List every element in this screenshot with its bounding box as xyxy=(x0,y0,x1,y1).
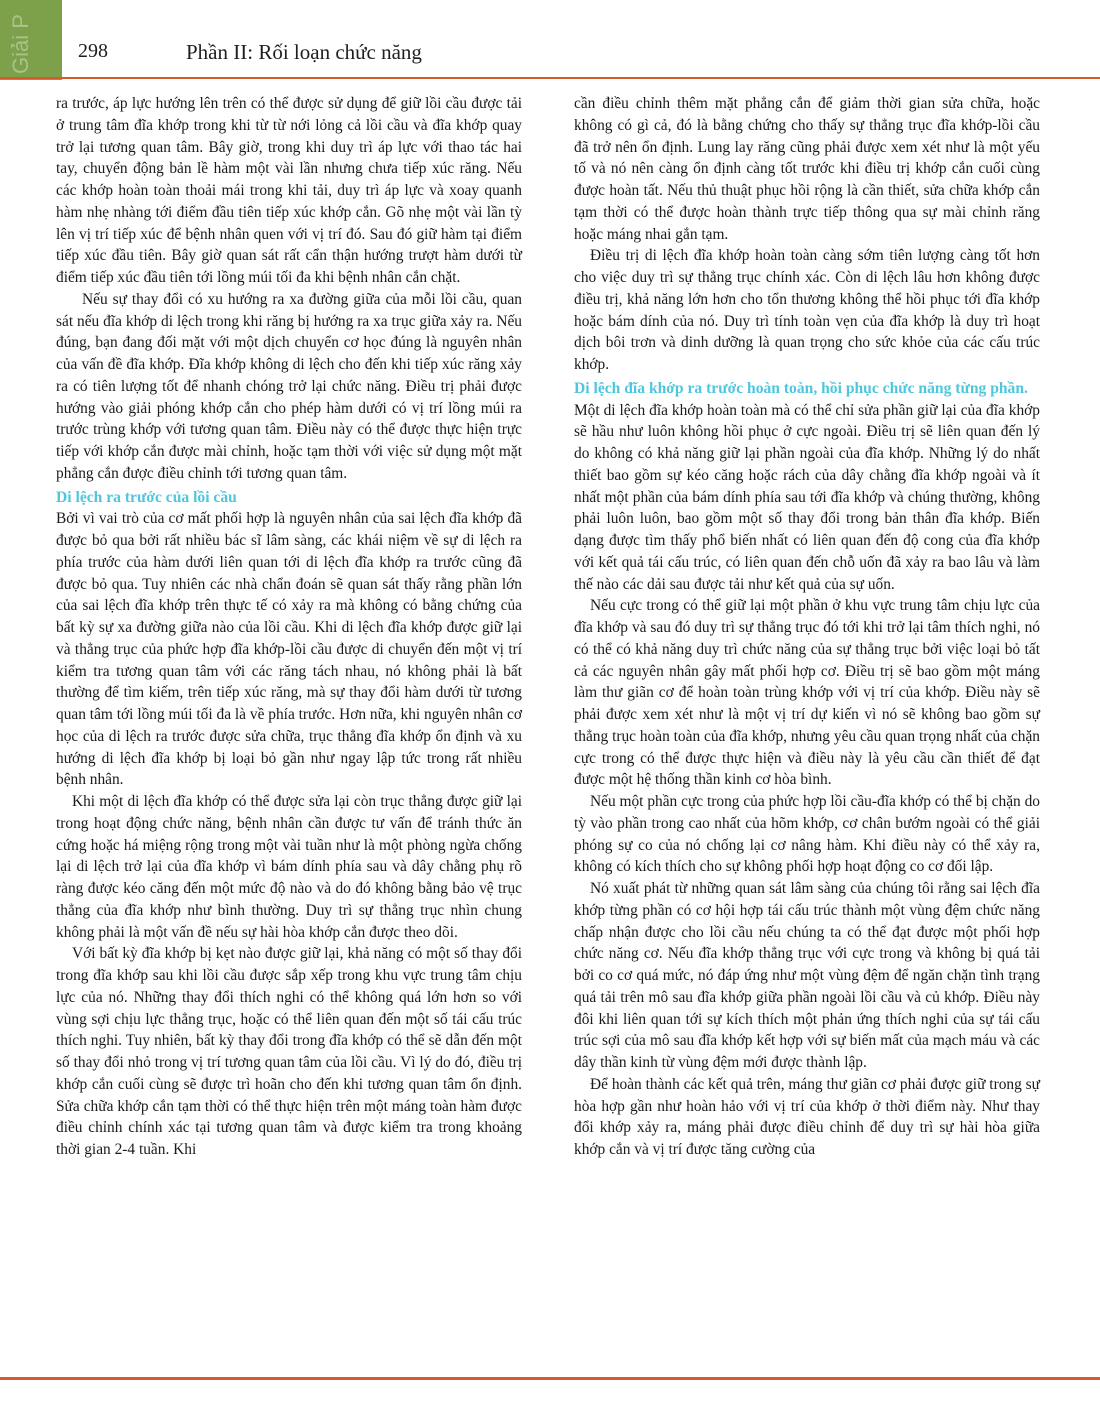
paragraph: Nếu sự thay đổi có xu hướng ra xa đường giữa của mỗi lồi cầu, quan sát nếu đĩa khớp di lệch trong khi răng bị hướng ra xa trục giữa xảy ra. Nếu đúng, bạn đang đối mặt với một dịch chuyển cơ học đúng là nguyên nhân của vấn đề đĩa khớp. Đĩa khớp không di lệch cho đến khi tiếp xúc răng xảy ra có tiên lượng tốt để nhanh chóng trở lại chức năng. Điều trị phải được hướng vào giải phóng khớp cắn cho phép hàm dưới có vị trí lồng múi ra trước trùng khớp với tương quan tâm. Điều này có thể được thực hiện trực tiếp với khớp cắn được mài chỉnh, hoặc tạm thời với việc sử dụng một mặt phẳng cắn được điều chỉnh tới tương quan tâm. xyxy=(56,290,522,482)
paragraph: Bởi vì vai trò của cơ mất phối hợp là nguyên nhân của sai lệch đĩa khớp đã được bỏ qua bởi rất nhiều bác sĩ lâm sàng, các khái niệm về sự di lệch ra phía trước của hàm dưới liên quan tới di lệch đĩa khớp ra trước cũng đã được bỏ qua. Tuy nhiên các nhà chẩn đoán sẽ quan sát thấy rằng phần lớn của sai lệch đĩa khớp trên thực tế có xảy ra mà không có bằng chứng của bất kỳ sự xa đường giữa nào của lồi cầu. Khi di lệch đĩa khớp được giữ lại và thẳng trục của phức hợp đĩa khớp-lồi cầu được di chuyển đến một vị trí kiểm tra tương quan tâm với các răng tách nhau, nó không phải là bất thường để tìm kiếm, trên tiếp xúc răng, mà sự thay đổi hàm dưới từ tương quan tâm tới lồng múi tối đa là về phía trước. Hơn nữa, khi nguyên nhân cơ học của di lệch ra trước được sửa chữa, trục thẳng đĩa khớp ổn định và xu hướng di lệch đĩa khớp bị loại bỏ gần như ngay lập tức trong rất nhiều bệnh nhân. xyxy=(56,510,522,789)
page-number: 298 xyxy=(78,40,108,62)
paragraph: ra trước, áp lực hướng lên trên có thể được sử dụng để giữ lồi cầu được tải ở trung tâm đĩa khớp trong khi từ từ nới lỏng cả lồi cầu và đĩa khớp quay trở lại tương quan tâm. Bây giờ, trong khi duy trì áp lực với thao tác hai tay, chuyển động bản lề hàm một vài lần nhưng chưa tiếp xúc răng. Nếu các khớp hoàn toàn thoải mái trong khi tải, duy trì áp lực và xoay quanh hàm nhẹ nhàng tới điểm đầu tiên tiếp xúc khớp cắn. Gõ nhẹ một vài lần tỳ lên vị trí tiếp xúc để bệnh nhân quen với vị trí đó. Sau đó giữ hàm tại điểm tiếp xúc đầu tiên. Bây giờ quan sát rất cẩn thận hướng trượt hàm dưới từ điểm tiếp xúc đầu tiên tới lồng múi tối đa khi bệnh nhân cắn chặt. xyxy=(56,95,522,286)
paragraph: Nếu cực trong có thể giữ lại một phần ở khu vực trung tâm chịu lực của đĩa khớp và sau đó duy trì sự thẳng trục đó tới khi trở lại tâm thích nghi, nó có thể có khả năng duy trì chức năng của sự thẳng trục bởi việc loại bỏ tất cả các nguyên nhân gây mất phối hợp cơ. Điều trị sẽ bao gồm một máng làm thư giãn cơ để hoàn toàn trùng khớp với vị trí của khớp. Điều này sẽ phải được xem xét như là một vị trí dự kiến vì nó sẽ không bao gồm sự thẳng trục hoàn toàn của đĩa khớp, nhưng yêu cầu quan trọng nhất của chặn cực trong có thể được thực hiện và điều này là yêu cầu cần thiết để đạt được một hệ thống thần kinh cơ hòa bình. xyxy=(574,597,1040,789)
paragraph: cần điều chỉnh thêm mặt phẳng cắn để giảm thời gian sửa chữa, hoặc không có gì cả, đó là bằng chứng cho thấy sự thẳng trục đĩa khớp-lồi cầu đã trở nên ổn định. Lung lay răng cũng phải được xem xét như là một yếu tố và nó nên càng ổn định càng tốt trước khi điều trị khớp cắn cuối cùng được hoàn tất. Nếu thủ thuật phục hồi rộng là cần thiết, sửa chữa khớp cắn tạm thời có thể được hoàn thành trực tiếp thông qua sự mài chỉnh răng hoặc máng nhai gắn tạm. xyxy=(574,95,1040,243)
paragraph: Một di lệch đĩa khớp hoàn toàn mà có thể chỉ sửa phần giữ lại của đĩa khớp sẽ hầu như luôn không hồi phục ở cực ngoài. Điều trị sẽ liên quan đến lý do không có khả năng giữ lại phần ngoài của đĩa khớp. Những lý do nhất thiết bao gồm sự kéo căng hoặc rách của dây chằng đĩa khớp ngoài và ít nhất một phần của bám dính phía sau tới đĩa khớp và chúng thường, không phải luôn luôn, bao gồm một số thay đổi trong bản thân đĩa khớp. Biến dạng được tìm thấy phổ biến nhất có liên quan đến độ cong của đĩa khớp với kết quả tái cấu trúc, có liên quan đến chỗ uốn đã xảy ra bao lâu và làm thế nào các dải sau được tải như kết quả của sự uốn. xyxy=(574,401,1040,593)
paragraph: Nếu một phần cực trong của phức hợp lồi cầu-đĩa khớp có thể bị chặn do tỳ vào phần trong cao nhất của hõm khớp, cơ chân bướm ngoài có thể giải phóng sự co của nó chống lại cơ nâng hàm. Khi điều này có thể xảy ra, không có kích thích cho sự không phối hợp hoạt động co cơ đối lập. xyxy=(574,793,1040,876)
left-column xyxy=(56,93,522,1161)
paragraph: Điều trị di lệch đĩa khớp hoàn toàn càng sớm tiên lượng càng tốt hơn cho việc duy trì sự thẳng trục chính xác. Còn di lệch lâu hơn không được điều trị, khả năng lớn hơn cho tổn thương không thể hồi phục tới đĩa khớp hoặc bám dính của nó. Duy trì tính toàn vẹn của đĩa khớp là duy trì hoạt dịch bôi trơn và dinh dưỡng là quan trọng cho sức khỏe của các cấu trúc khớp. xyxy=(574,247,1040,373)
side-tab-label: Giải P xyxy=(8,14,33,74)
footer-divider xyxy=(0,1377,1100,1380)
paragraph: Để hoàn thành các kết quả trên, máng thư giãn cơ phải được giữ trong sự hòa hợp gần như hoàn hảo với vị trí của khớp ở thời điểm này. Như thay đổi khớp xảy ra, máng phải được điều chỉnh để duy trì sự hài hòa giữa khớp cắn và vị trí được tăng cường của xyxy=(574,1075,1040,1158)
running-header-title: Phần II: Rối loạn chức năng xyxy=(186,40,422,64)
section-heading: Di lệch ra trước của lồi cầu xyxy=(56,488,237,506)
paragraph: Với bất kỳ đĩa khớp bị kẹt nào được giữ lại, khả năng có một số thay đổi trong đĩa khớp sau khi lồi cầu được sắp xếp trong khu vực trung tâm chịu lực của nó. Những thay đổi thích nghi có thể không quá lớn hơn so với vùng sợi chịu lực thẳng trục, hoặc có thể liên quan đến một số tái cấu trúc thích nghi. Tuy nhiên, bất kỳ thay đổi trong đĩa khớp có thể sẽ dẫn đến một số thay đổi nhỏ trong vị trí tương quan tâm của lồi cầu. Vì lý do đó, điều trị khớp cắn cuối cùng sẽ được trì hoãn cho đến khi tương quan tâm ổn định. Sửa chữa khớp cắn tạm thời có thể thực hiện trên một máng toàn hàm được điều chỉnh chính xác tại tương quan tâm và được kiểm tra trong khoảng thời gian 2-4 tuần. Khi xyxy=(56,945,522,1158)
section-heading: Di lệch đĩa khớp ra trước hoàn toàn, hồi phục chức năng từng phần. xyxy=(574,379,1028,397)
side-tab xyxy=(0,0,62,80)
paragraph: Nó xuất phát từ những quan sát lâm sàng của chúng tôi rằng sai lệch đĩa khớp từng phần có cơ hội hợp tái cấu trúc thành một vùng đệm chức năng chấp nhận được cho lồi cầu nếu chúng ta có thể đạt được một phối hợp chức năng cơ. Nếu đĩa khớp thẳng trục với cực trong và không bị quá tải bởi co cơ quá mức, nó đáp ứng như một vùng đệm để ngăn chặn tình trạng quá tải trên mô sau đĩa khớp giữa phần ngoài lồi cầu và củ khớp. Điều này đôi khi liên quan tới sự kích thích một phản ứng thích nghi của sự tái cấu trúc sợi của mô sau đĩa khớp kết hợp với sự biến mất của mạch máu và các dây thần kinh từ vùng đệm mới được thành lập. xyxy=(574,880,1040,1071)
right-column xyxy=(574,93,1040,1161)
header-divider xyxy=(0,77,1100,79)
paragraph: Khi một di lệch đĩa khớp có thể được sửa lại còn trục thẳng được giữ lại trong hoạt động chức năng, bệnh nhân cần được tư vấn để tránh thức ăn cứng hoặc há miệng rộng trong một vài tuần như là một phòng ngừa chống lại di lệch trở lại của đĩa khớp vì bám dính phía sau và dây chằng phụ rõ ràng được kéo căng đến một mức độ nào và do đó không bằng bảo vệ trục thẳng của đĩa khớp như bình thường. Duy trì sự thẳng trục nhìn chung không phải là một vấn đề nếu sự hài hòa khớp cắn được theo dõi. xyxy=(56,793,522,941)
